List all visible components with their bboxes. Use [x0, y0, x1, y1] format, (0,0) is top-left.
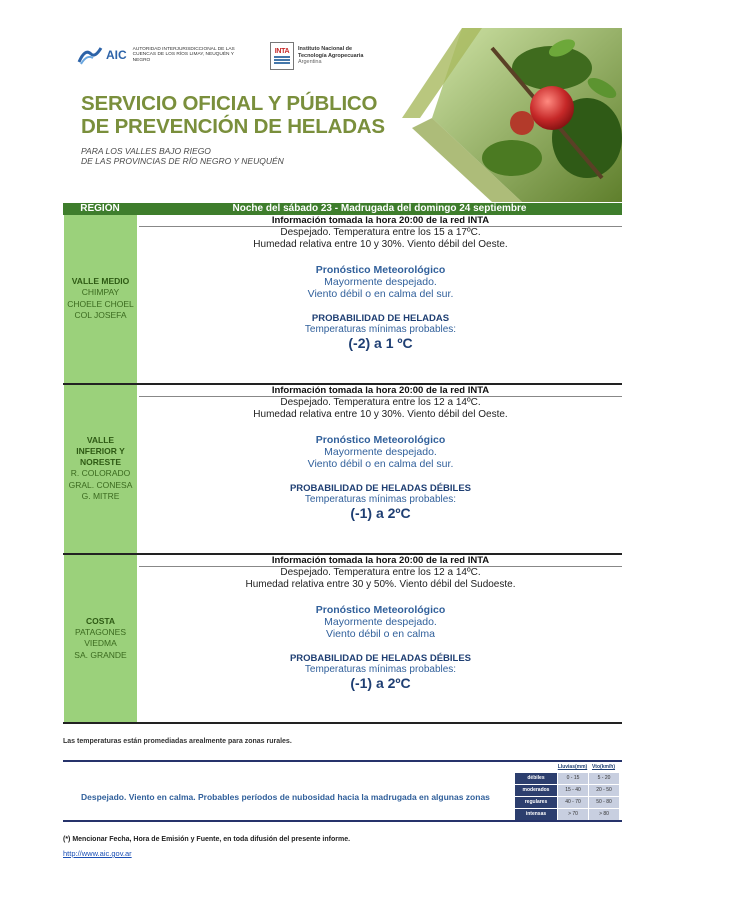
table-bottom-rule: [63, 722, 622, 724]
inta-name-line-2: Tecnología Agropecuaria: [298, 52, 364, 59]
scale-label: intensas: [515, 809, 557, 820]
region-cell: [64, 385, 137, 553]
aic-name: AIC: [106, 48, 127, 62]
scale-rain: > 70: [558, 809, 588, 820]
inta-logo: [270, 42, 363, 70]
scale-rain: 40 - 70: [558, 797, 588, 808]
observation-line: Humedad relativa entre 10 y 30%. Viento débil del Oeste.: [253, 408, 508, 420]
scale-label: moderados: [515, 785, 557, 796]
min-temp-label: Temperaturas mínimas probables:: [304, 664, 457, 675]
min-temp-value: (-1) a 2ºC: [350, 675, 411, 691]
scale-row: [515, 773, 620, 784]
region-cell: [64, 555, 137, 722]
min-temp-value: (-1) a 2ºC: [350, 505, 411, 521]
forecast-content: [139, 385, 622, 521]
region-row-costa: [63, 555, 622, 722]
observation-line: Despejado. Temperatura entre los 12 a 14ºC.: [280, 567, 481, 578]
scale-row: [515, 809, 620, 820]
scale-header-wind: Vto(km/h): [591, 764, 616, 770]
frost-probability-title: PROBABILIDAD DE HELADAS: [311, 313, 450, 324]
report-header: [63, 28, 622, 202]
column-header-region: REGIÓN: [80, 203, 120, 214]
title-line-1: SERVICIO OFICIAL Y PÚBLICO: [81, 92, 378, 115]
region-name: VALLE INFERIOR Y NORESTE: [76, 435, 125, 468]
forecast-line: Viento débil o en calma del sur.: [307, 288, 454, 300]
forecast-title: Pronóstico Meteorológico: [315, 604, 446, 616]
region-place: VIEDMA: [84, 638, 117, 649]
region-place: SA. GRANDE: [74, 649, 127, 660]
observation-line: Humedad relativa entre 10 y 30%. Viento débil del Oeste.: [253, 238, 508, 250]
scale-rain: 0 - 15: [558, 773, 588, 784]
frost-probability-title: PROBABILIDAD DE HELADAS DÉBILES: [289, 653, 472, 664]
scale-wind: 50 - 80: [589, 797, 619, 808]
title-line-2: DE PREVENCIÓN DE HELADAS: [81, 115, 385, 138]
region-name: VALLE MEDIO: [71, 276, 130, 287]
inta-mark: INTA: [274, 48, 290, 55]
apple-orchard-photo: [402, 28, 622, 202]
subtitle-line-2: DE LAS PROVINCIAS DE RÍO NEGRO Y NEUQUÉN: [81, 156, 284, 166]
intensity-scale-table: [515, 763, 620, 820]
footer-note: (*) Mencionar Fecha, Hora de Emisión y Fuente, en toda difusión del presente informe.: [63, 836, 351, 843]
region-place: CHOELE CHOEL: [67, 298, 134, 309]
scale-wind: > 80: [589, 809, 619, 820]
region-place: GRAL. CONESA: [68, 479, 133, 490]
region-place: COL JOSEFA: [74, 310, 127, 321]
scale-header-spacer: [515, 763, 557, 772]
inta-name: [298, 46, 363, 66]
subtitle-line-1: PARA LOS VALLES BAJO RIEGO: [81, 146, 211, 156]
info-heading: Información tomada la hora 20:00 de la red INTA: [139, 555, 622, 567]
forecast-line: Mayormente despejado.: [324, 446, 437, 458]
region-name: COSTA: [85, 615, 116, 626]
averaging-note: Las temperaturas están promediadas arealmente para zonas rurales.: [63, 738, 292, 745]
aic-logo: [77, 40, 248, 70]
scale-header-rain: Lluvias(mm): [557, 764, 588, 770]
observation-line: Despejado. Temperatura entre los 12 a 14ºC.: [280, 397, 481, 408]
frost-probability-title: PROBABILIDAD DE HELADAS DÉBILES: [289, 483, 472, 494]
region-cell: [64, 215, 137, 383]
inta-emblem: [270, 42, 294, 70]
region-place: R. COLORADO: [70, 468, 131, 479]
scale-label: débiles: [515, 773, 557, 784]
legend-bottom-rule: [63, 820, 622, 822]
page-subtitle: [81, 146, 284, 166]
forecast-title: Pronóstico Meteorológico: [315, 434, 446, 446]
inta-name-line-1: Instituto Nacional de: [298, 46, 353, 53]
scale-header: [515, 763, 620, 772]
min-temp-label: Temperaturas mínimas probables:: [304, 494, 457, 505]
inta-stripe-icon: [274, 56, 290, 64]
forecast-line: Viento débil o en calma del sur.: [307, 458, 454, 470]
general-summary: Despejado. Viento en calma. Probables períodos de nubosidad hacia la madrugada en algunas zonas: [81, 792, 490, 802]
forecast-content: [139, 215, 622, 351]
info-heading: Información tomada la hora 20:00 de la red INTA: [139, 215, 622, 227]
region-row-valle-medio: [63, 215, 622, 383]
forecast-content: [139, 555, 622, 691]
page-title: [81, 92, 385, 138]
table-header: [63, 203, 622, 215]
aic-website-link[interactable]: http://www.aic.gov.ar: [63, 849, 132, 858]
scale-row: [515, 785, 620, 796]
info-heading: Información tomada la hora 20:00 de la red INTA: [139, 385, 622, 397]
scale-wind: 5 - 20: [589, 773, 619, 784]
region-place: G. MITRE: [81, 491, 120, 502]
forecast-title: Pronóstico Meteorológico: [315, 264, 446, 276]
region-place: PATAGONES: [74, 626, 126, 637]
legend-box: [63, 760, 622, 822]
forecast-line: Viento débil o en calma: [326, 628, 435, 640]
observation-line: Humedad relativa entre 30 y 50%. Viento débil del Sudoeste.: [245, 578, 516, 590]
scale-rain: 15 - 40: [558, 785, 588, 796]
column-header-date: Noche del sábado 23 - Madrugada del domingo 24 septiembre: [232, 203, 527, 214]
inta-country: Argentina: [298, 59, 322, 66]
legend-top-rule: [63, 760, 622, 762]
observation-line: Despejado. Temperatura entre los 15 a 17ºC.: [280, 227, 481, 238]
scale-row: [515, 797, 620, 808]
forecast-line: Mayormente despejado.: [324, 276, 437, 288]
aic-description: AUTORIDAD INTERJURISDICCIONAL DE LAS CUENCAS DE LOS RÍOS LIMAY, NEUQUÉN Y NEGRO: [132, 46, 235, 63]
aic-wave-icon: [77, 44, 103, 66]
min-temp-label: Temperaturas mínimas probables:: [304, 324, 457, 335]
scale-wind: 20 - 50: [589, 785, 619, 796]
region-place: CHIMPAY: [81, 287, 120, 298]
min-temp-value: (-2) a 1 ºC: [348, 335, 413, 351]
scale-label: regulares: [515, 797, 557, 808]
region-row-valle-inferior: [63, 385, 622, 553]
forecast-line: Mayormente despejado.: [324, 616, 437, 628]
